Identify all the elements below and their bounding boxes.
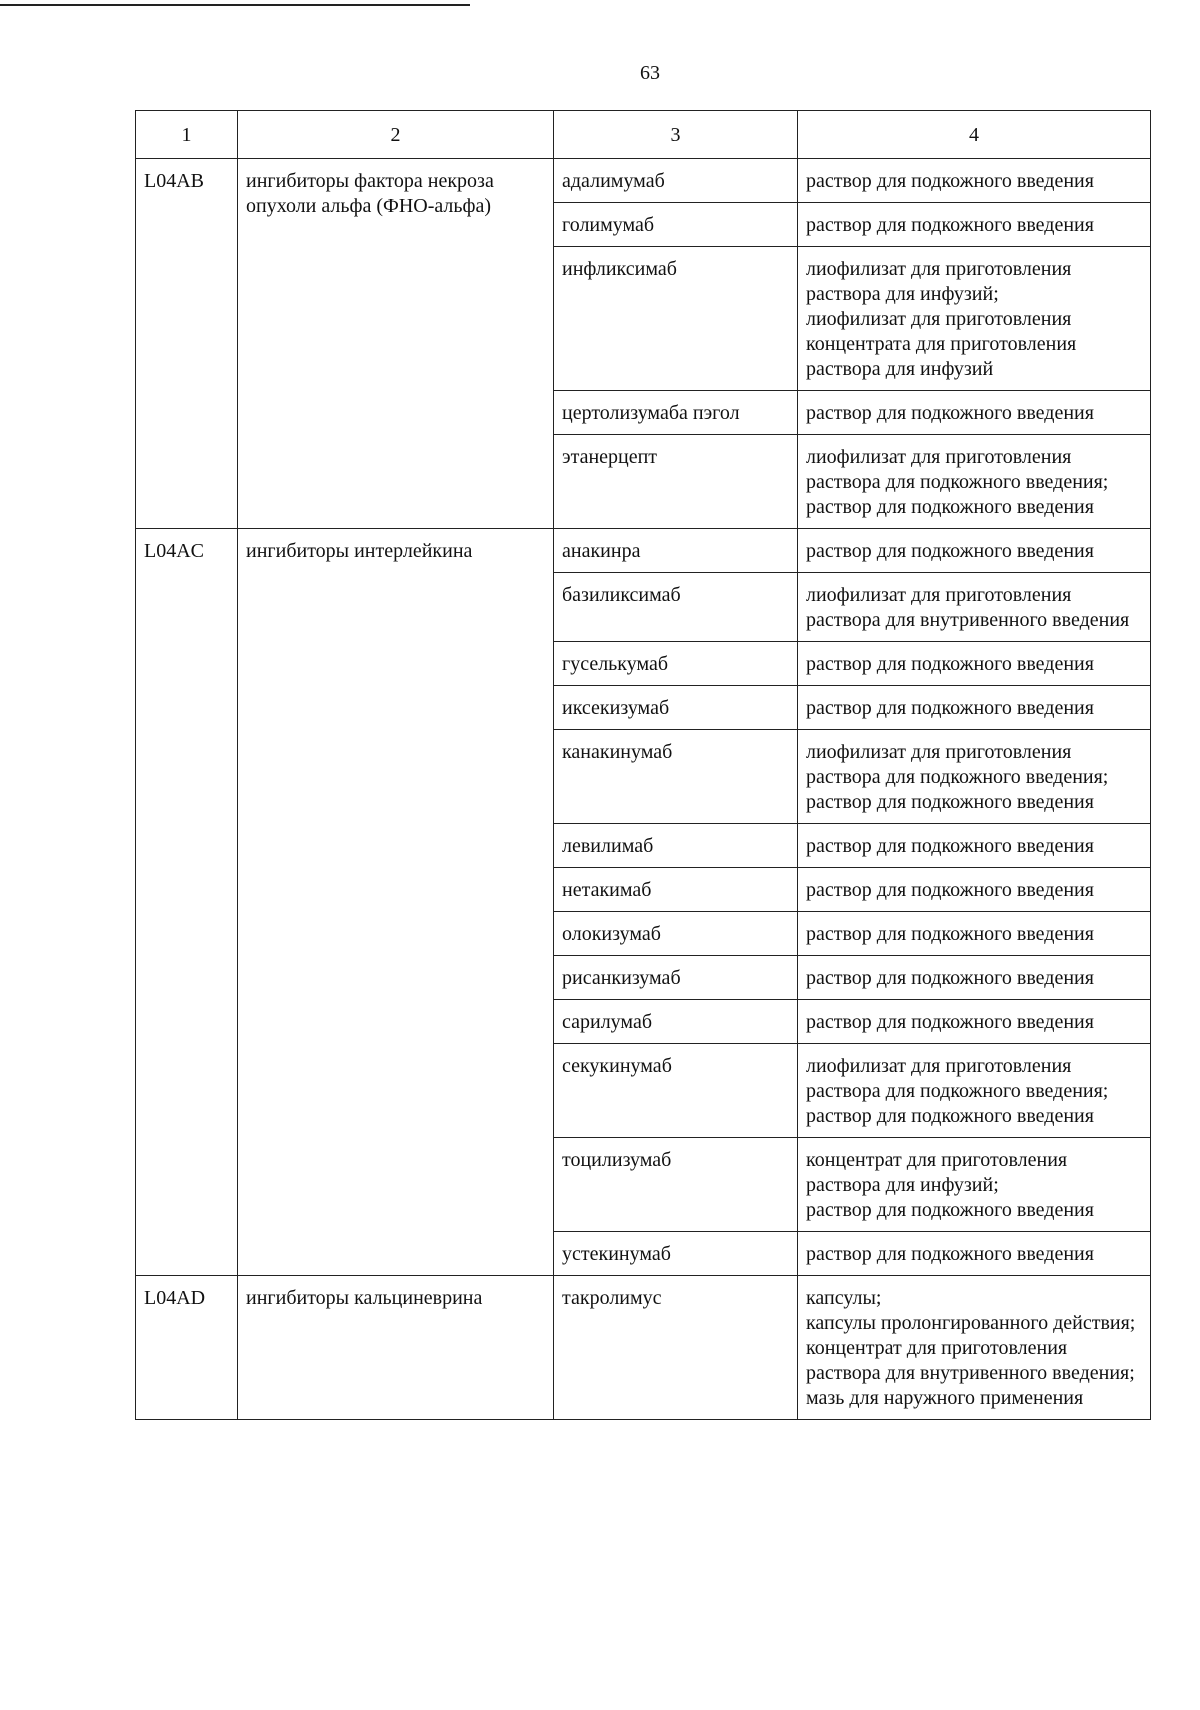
- dosage-forms-cell: [798, 1044, 1151, 1138]
- dosage-forms-cell: [798, 956, 1151, 1000]
- drug-name-cell: голимумаб: [554, 203, 798, 247]
- dosage-form: раствор для подкожного введения: [806, 1011, 1094, 1033]
- table-body: [136, 159, 1151, 1420]
- dosage-form: лиофилизат для приготовления раствора для инфузий;: [806, 258, 1072, 305]
- dosage-form: раствор для подкожного введения: [806, 835, 1094, 857]
- table-row: [136, 529, 1151, 573]
- drug-name-cell: канакинумаб: [554, 730, 798, 824]
- table-row: [136, 1276, 1151, 1420]
- dosage-forms-cell: [798, 247, 1151, 391]
- drug-name-cell: иксекизумаб: [554, 686, 798, 730]
- dosage-form: раствор для подкожного введения: [806, 791, 1094, 813]
- dosage-forms-cell: [798, 1232, 1151, 1276]
- dosage-forms-cell: [798, 1138, 1151, 1232]
- dosage-form: раствор для подкожного введения: [806, 697, 1094, 719]
- atc-code-cell: L04AC: [136, 529, 238, 1276]
- dosage-form: раствор для подкожного введения: [806, 1199, 1094, 1221]
- table-row: [136, 159, 1151, 203]
- atc-code-cell: L04AD: [136, 1276, 238, 1420]
- dosage-form: раствор для подкожного введения: [806, 923, 1094, 945]
- drug-name-cell: инфликсимаб: [554, 247, 798, 391]
- group-name-cell: ингибиторы интерлейкина: [238, 529, 554, 1276]
- dosage-forms-cell: [798, 686, 1151, 730]
- dosage-forms-cell: [798, 203, 1151, 247]
- dosage-forms-cell: [798, 529, 1151, 573]
- dosage-form: лиофилизат для приготовления раствора для подкожного введения;: [806, 446, 1109, 493]
- dosage-form: раствор для подкожного введения: [806, 1243, 1094, 1265]
- dosage-form: раствор для подкожного введения: [806, 653, 1094, 675]
- dosage-forms-cell: [798, 391, 1151, 435]
- dosage-form: раствор для подкожного введения: [806, 1105, 1094, 1127]
- dosage-form: лиофилизат для приготовления раствора для внутривенного введения: [806, 584, 1130, 631]
- dosage-form: капсулы;: [806, 1287, 882, 1309]
- dosage-forms-cell: [798, 1276, 1151, 1420]
- dosage-forms-cell: [798, 642, 1151, 686]
- drug-name-cell: этанерцепт: [554, 435, 798, 529]
- group-name-cell: ингибиторы кальциневрина: [238, 1276, 554, 1420]
- dosage-forms-cell: [798, 912, 1151, 956]
- drug-name-cell: цертолизумаба пэгол: [554, 391, 798, 435]
- column-header: 1: [136, 111, 238, 159]
- dosage-form: лиофилизат для приготовления концентрата для приготовления раствора для инфузий: [806, 308, 1077, 380]
- drug-name-cell: устекинумаб: [554, 1232, 798, 1276]
- drug-name-cell: секукинумаб: [554, 1044, 798, 1138]
- dosage-form: раствор для подкожного введения: [806, 496, 1094, 518]
- dosage-form: капсулы пролонгированного действия;: [806, 1312, 1136, 1334]
- drug-name-cell: адалимумаб: [554, 159, 798, 203]
- drug-name-cell: базиликсимаб: [554, 573, 798, 642]
- drug-name-cell: анакинра: [554, 529, 798, 573]
- column-header: 4: [798, 111, 1151, 159]
- page-number: 63: [640, 62, 660, 84]
- column-header: 2: [238, 111, 554, 159]
- drug-name-cell: такролимус: [554, 1276, 798, 1420]
- dosage-form: лиофилизат для приготовления раствора для подкожного введения;: [806, 1055, 1109, 1102]
- dosage-form: раствор для подкожного введения: [806, 540, 1094, 562]
- column-header: 3: [554, 111, 798, 159]
- dosage-form: раствор для подкожного введения: [806, 170, 1094, 192]
- drug-name-cell: нетакимаб: [554, 868, 798, 912]
- dosage-forms-cell: [798, 573, 1151, 642]
- group-name-cell: ингибиторы фактора некроза опухоли альфа (ФНО-альфа): [238, 159, 554, 529]
- dosage-forms-cell: [798, 730, 1151, 824]
- dosage-form: раствор для подкожного введения: [806, 402, 1094, 424]
- drug-name-cell: левилимаб: [554, 824, 798, 868]
- drug-name-cell: олокизумаб: [554, 912, 798, 956]
- dosage-form: раствор для подкожного введения: [806, 967, 1094, 989]
- scan-top-rule: [0, 4, 470, 6]
- dosage-forms-cell: [798, 868, 1151, 912]
- dosage-forms-cell: [798, 1000, 1151, 1044]
- drug-name-cell: сарилумаб: [554, 1000, 798, 1044]
- drug-table: [135, 110, 1151, 1420]
- table-header-row: [136, 111, 1151, 159]
- dosage-form: лиофилизат для приготовления раствора для подкожного введения;: [806, 741, 1109, 788]
- drug-name-cell: тоцилизумаб: [554, 1138, 798, 1232]
- dosage-form: раствор для подкожного введения: [806, 214, 1094, 236]
- dosage-forms-cell: [798, 824, 1151, 868]
- atc-code-cell: L04AB: [136, 159, 238, 529]
- dosage-form: раствор для подкожного введения: [806, 879, 1094, 901]
- dosage-form: концентрат для приготовления раствора для инфузий;: [806, 1149, 1068, 1196]
- dosage-form: концентрат для приготовления раствора для внутривенного введения;: [806, 1337, 1135, 1384]
- dosage-forms-cell: [798, 159, 1151, 203]
- dosage-forms-cell: [798, 435, 1151, 529]
- dosage-form: мазь для наружного применения: [806, 1387, 1084, 1409]
- drug-name-cell: гуселькумаб: [554, 642, 798, 686]
- drug-name-cell: рисанкизумаб: [554, 956, 798, 1000]
